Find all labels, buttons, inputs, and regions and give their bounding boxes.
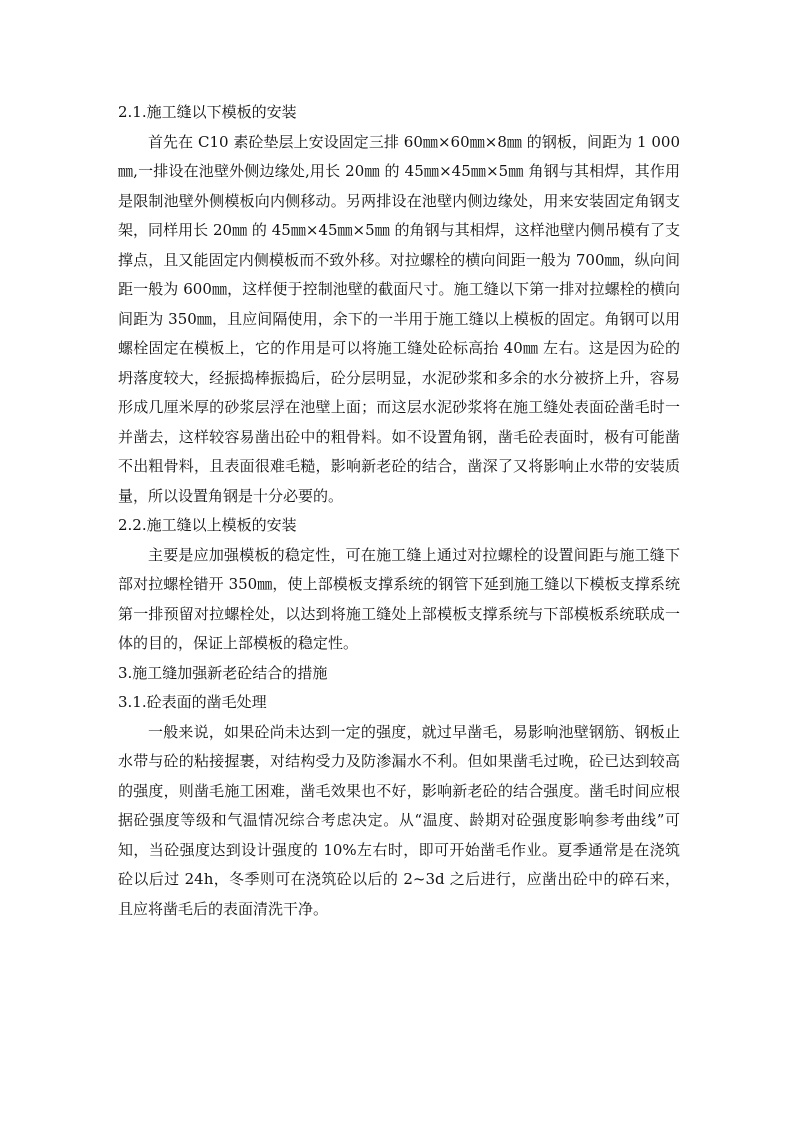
section-heading-2-2: 2.2.施工缝以上模板的安装 [118, 516, 297, 534]
section-heading-3: 3.施工缝加强新老砼结合的措施 [118, 663, 328, 682]
section-heading-3-1: 3.1.砼表面的凿毛处理 [118, 693, 267, 711]
section-paragraph-3-1: 一般来说，如果砼尚未达到一定的强度，就过早凿毛，易影响池壁钢筋、钢板止水带与砼的粘接握裹，对结构受力及防渗漏水不利。但如果凿毛过晚，砼已达到较高的强度，则凿毛施工困难，凿毛效果也不好，影响新老砼的结合强度。凿毛时间应根据砼强度等级和气温情况综合考虑决定。从“温度、龄期对砼强度影响参考曲线”可知，当砼强度达到设计强度的 10%左右时，即可开始凿毛作业。夏季通常是在浇筑砼以后过 24h，冬季则可在浇筑砼以后的 2~3d 之后进行，应凿出砼中的碎石来，且应将凿毛后的表面清洗干净。 [118, 722, 680, 918]
document-body [118, 98, 680, 924]
section-heading-2-1: 2.1.施工缝以下模板的安装 [118, 103, 297, 121]
section-paragraph-2-1: 首先在 C10 素砼垫层上安设固定三排 60㎜×60㎜×8㎜ 的钢板，间距为 1 000㎜,一排设在池壁外侧边缘处,用长 20㎜ 的 45㎜×45㎜×5㎜ 角钢与其相焊，其作用是限制池壁外侧模板向内侧移动。另两排设在池壁内侧边缘处，用来安装固定角钢支架，同样用长 20㎜ 的 45㎜×45㎜×5㎜ 的角钢与其相焊，这样池壁内侧吊模有了支撑点，且又能固定内侧模板而不致外移。对拉螺栓的横向间距一般为 700㎜，纵向间距一般为 600㎜，这样便于控制池壁的截面尺寸。施工缝以下第一排对拉螺栓的横向间距为 350㎜，且应间隔使用，余下的一半用于施工缝以上模板的固定。角钢可以用螺栓固定在模板上，它的作用是可以将施工缝处砼标高抬 40㎜ 左右。这是因为砼的坍落度较大，经振捣棒振捣后，砼分层明显，水泥砂浆和多余的水分被挤上升，容易形成几厘米厚的砂浆层浮在池壁上面；而这层水泥砂浆将在施工缝处表面砼凿毛时一并凿去，这样较容易凿出砼中的粗骨料。如不设置角钢，凿毛砼表面时，极有可能凿不出粗骨料，且表面很难毛糙，影响新老砼的结合，凿深了又将影响止水带的安装质量，所以设置角钢是十分必要的。 [118, 132, 680, 505]
section-paragraph-2-2: 主要是应加强模板的稳定性，可在施工缝上通过对拉螺栓的设置间距与施工缝下部对拉螺栓错开 350㎜，使上部模板支撑系统的钢管下延到施工缝以下模板支撑系统第一排预留对拉螺栓处，以达到将施工缝处上部模板支撑系统与下部模板系统联成一体的目的，保证上部模板的稳定性。 [118, 545, 680, 652]
